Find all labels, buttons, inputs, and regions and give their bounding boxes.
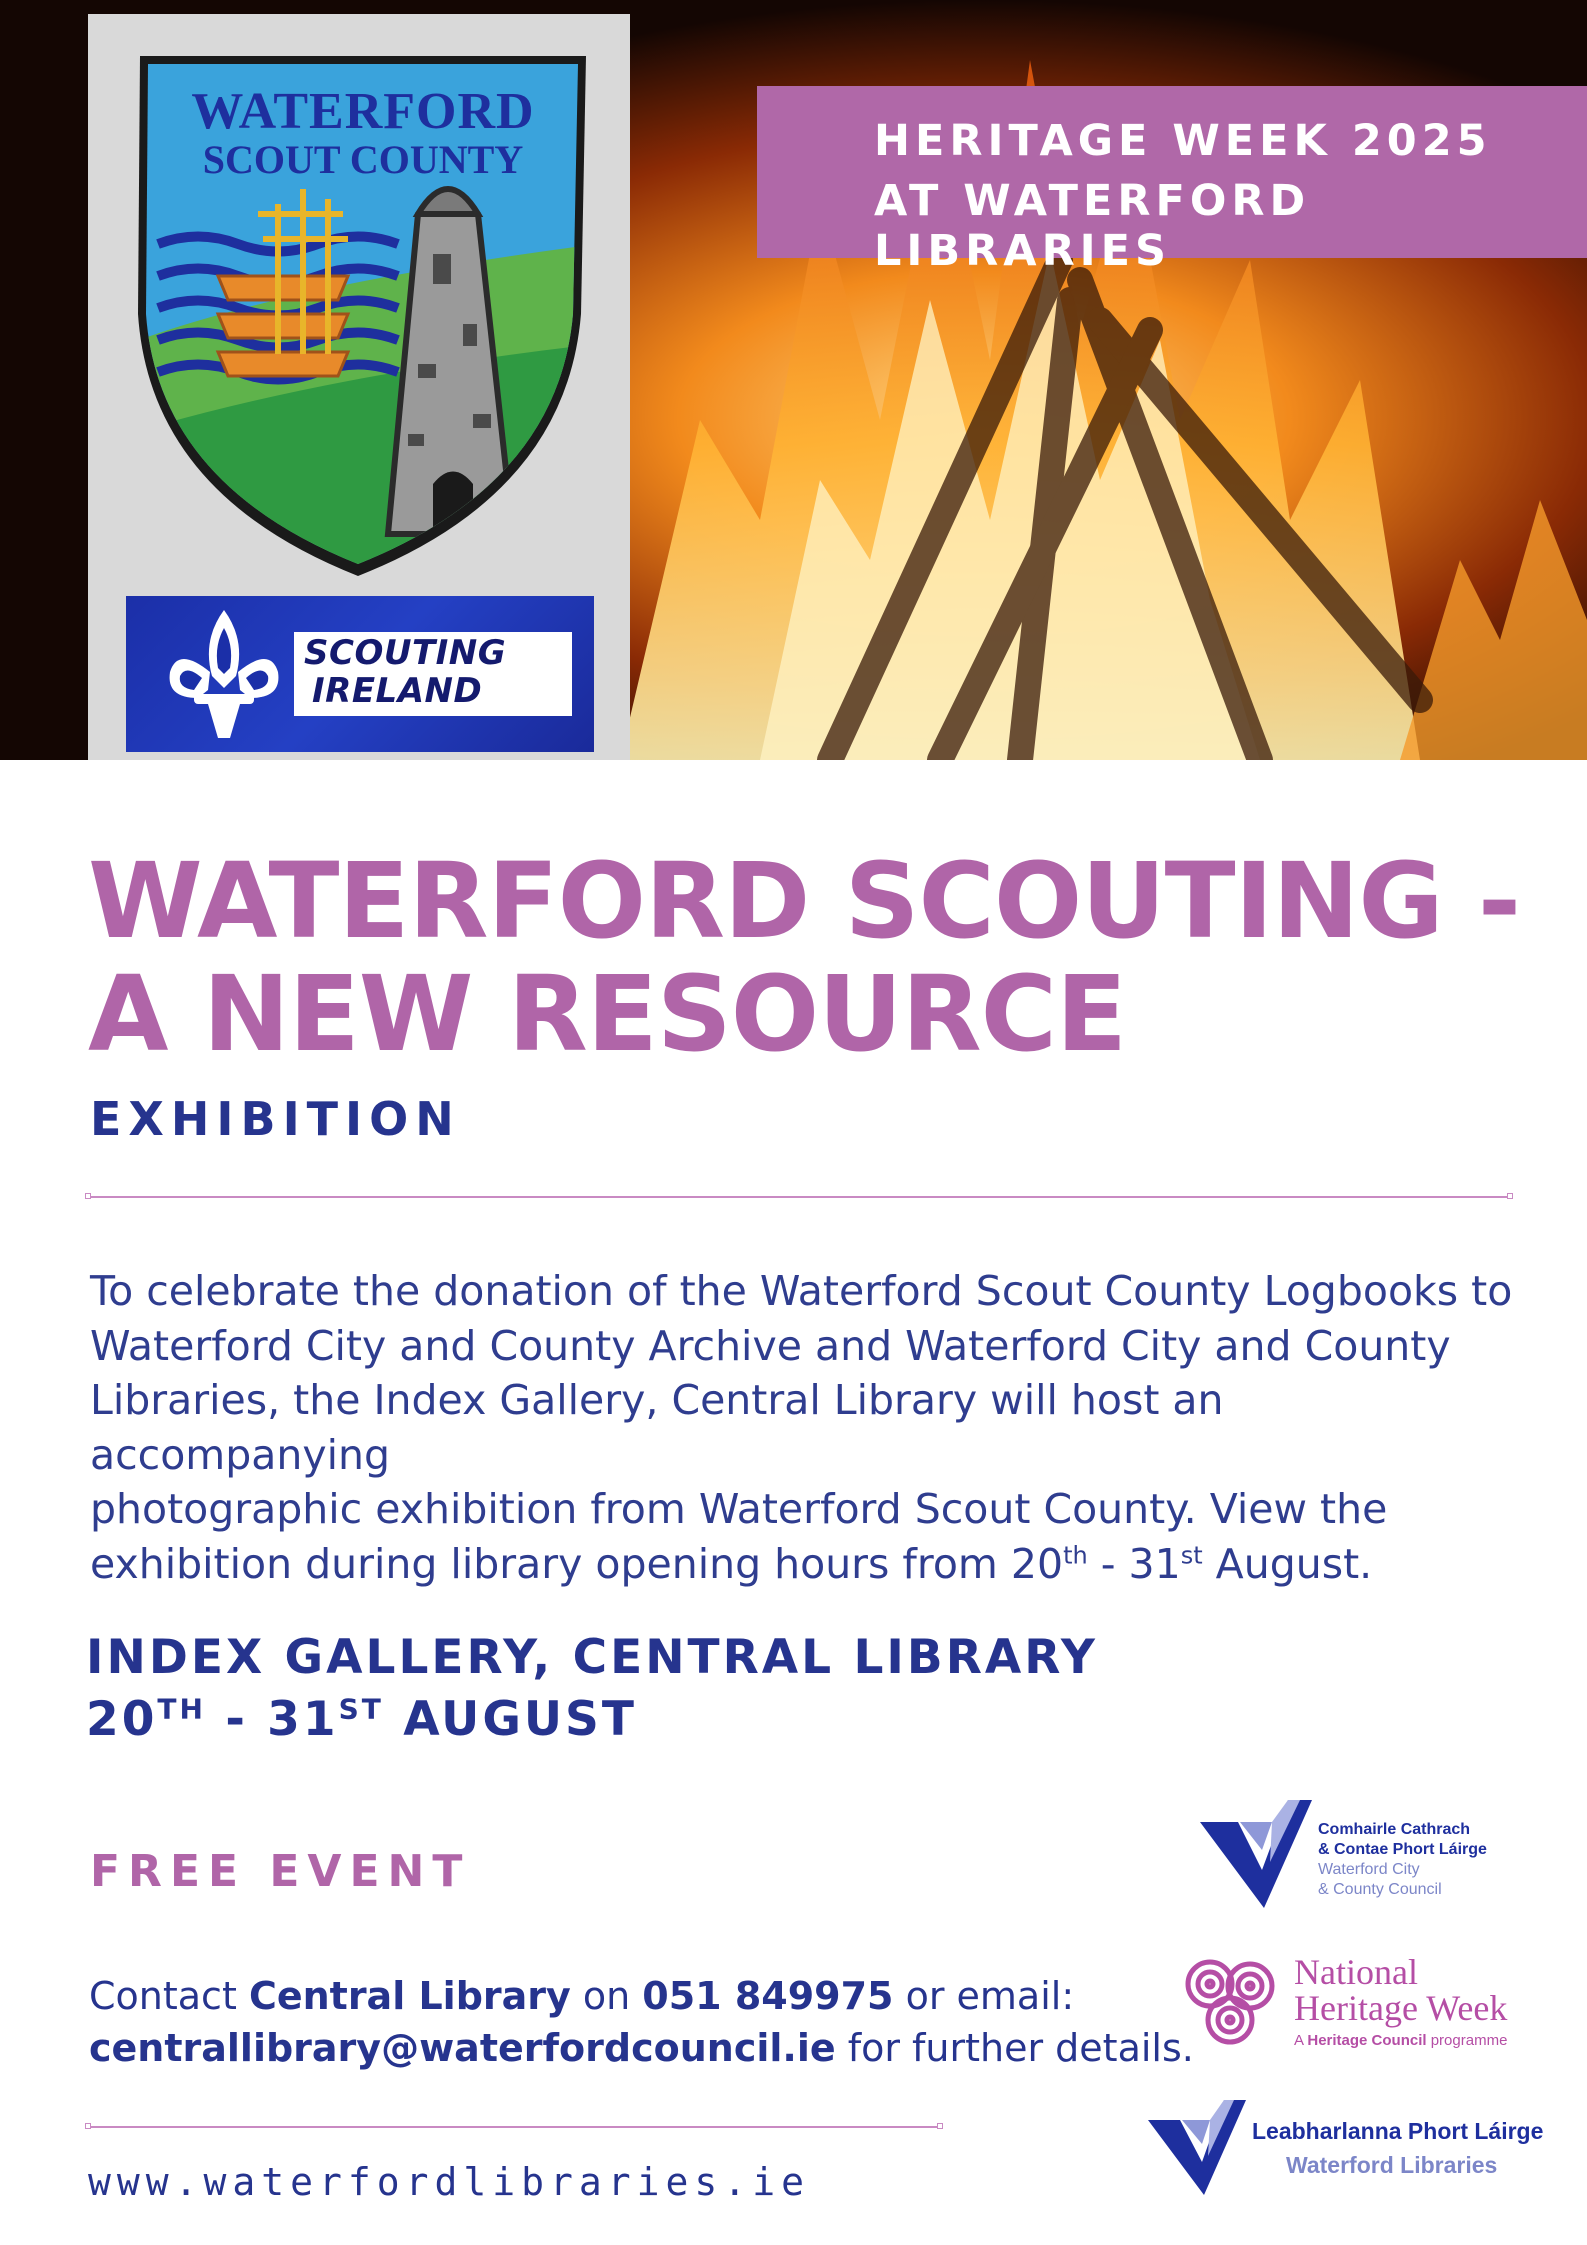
crest-title-line2: SCOUT COUNTY	[202, 137, 524, 182]
contact-email-link[interactable]: centrallibrary@waterfordcouncil.ie	[89, 2026, 836, 2070]
contact-text: or email:	[893, 1974, 1075, 2018]
contact-line1	[89, 1974, 1189, 2018]
contact-line2	[89, 2026, 1194, 2070]
contact-phone-link[interactable]: 051 849975	[642, 1974, 894, 2018]
divider-end-right	[937, 2123, 943, 2129]
hero-banner	[0, 0, 1587, 760]
council-english-line2: & County Council	[1318, 1881, 1442, 1898]
libraries-irish-name: Leabharlanna Phort Láirge	[1252, 2118, 1544, 2144]
crest-title-line1: WATERFORD	[191, 83, 535, 140]
description-text: August.	[1202, 1539, 1373, 1588]
ordinal-suffix: st	[1180, 1540, 1203, 1569]
council-irish-line2: & Contae Phort Láirge	[1318, 1841, 1487, 1858]
website-link[interactable]: www.waterfordlibraries.ie	[88, 2160, 810, 2204]
scouting-ireland-line1: SCOUTING	[304, 633, 507, 673]
description-line: To celebrate the donation of the Waterford Scout County Logbooks to	[90, 1267, 1513, 1315]
council-irish-line1: Comhairle Cathrach	[1318, 1821, 1471, 1838]
divider-end-left	[85, 2123, 91, 2129]
contact-text: for further details.	[835, 2026, 1194, 2070]
free-event-label: FREE EVENT	[90, 1846, 471, 1897]
footer-divider	[88, 2126, 940, 2128]
fleur-de-lis-icon	[164, 606, 284, 742]
event-dates	[86, 1692, 637, 1747]
page-title-line2: A NEW RESOURCE	[88, 953, 1127, 1075]
venue-location: INDEX GALLERY, CENTRAL LIBRARY	[86, 1630, 1098, 1685]
date-text: 20	[86, 1692, 158, 1747]
contact-text: on	[570, 1974, 643, 2018]
divider-end-right	[1507, 1193, 1513, 1199]
ordinal-suffix: TH	[157, 1692, 206, 1726]
waterford-scout-county-crest	[88, 14, 630, 760]
section-divider	[88, 1196, 1510, 1198]
description-line	[90, 1537, 1530, 1592]
description-line: photographic exhibition from Waterford Scout County. View the	[90, 1485, 1388, 1533]
contact-text: Contact	[89, 1974, 249, 2018]
date-text: - 31	[205, 1692, 339, 1747]
date-text: AUGUST	[383, 1692, 637, 1747]
scouting-ireland-line2: IRELAND	[312, 671, 483, 711]
heritage-banner-line1: HERITAGE WEEK 2025	[874, 116, 1492, 166]
description-text: - 31	[1087, 1539, 1181, 1588]
contact-library-name: Central Library	[248, 1974, 571, 2018]
ordinal-suffix: ST	[338, 1692, 384, 1726]
divider-end-left	[85, 1193, 91, 1199]
heritage-banner-line2: AT WATERFORD LIBRARIES	[874, 176, 1311, 276]
nhw-tagline-text: programme	[1426, 2032, 1508, 2049]
scouting-ireland-logo	[126, 596, 594, 752]
description-line: Waterford City and County Archive and Waterford City and County	[90, 1321, 1451, 1370]
council-v-mark-icon	[1200, 1800, 1315, 1908]
council-english-line1: Waterford City	[1318, 1861, 1420, 1878]
waterford-council-logo	[1200, 1800, 1500, 1910]
page-title-line1: WATERFORD SCOUTING -	[88, 840, 1521, 962]
nhw-tagline-bold: Heritage Council	[1307, 2032, 1427, 2049]
scouting-ireland-label	[304, 634, 564, 710]
waterford-libraries-logo	[1148, 2100, 1558, 2195]
ordinal-suffix: th	[1063, 1540, 1088, 1569]
libraries-english-name: Waterford Libraries	[1286, 2152, 1498, 2178]
event-description	[90, 1264, 1530, 1591]
libraries-v-mark-icon	[1148, 2100, 1248, 2195]
heritage-week-banner	[757, 86, 1587, 276]
national-heritage-week-logo	[1170, 1950, 1570, 2065]
nhw-tagline-text: A	[1294, 2032, 1308, 2049]
description-line: Libraries, the Index Gallery, Central Library will host an accompanying	[90, 1376, 1224, 1479]
triskele-spiral-icon	[1170, 1950, 1290, 2050]
nhw-title-line1: National	[1294, 1952, 1418, 1992]
nhw-title-line2: Heritage Week	[1294, 1988, 1508, 2028]
event-type-subtitle: EXHIBITION	[90, 1092, 461, 1146]
description-text: exhibition during library opening hours from 20	[90, 1539, 1064, 1588]
nhw-tagline	[1294, 2032, 1507, 2049]
